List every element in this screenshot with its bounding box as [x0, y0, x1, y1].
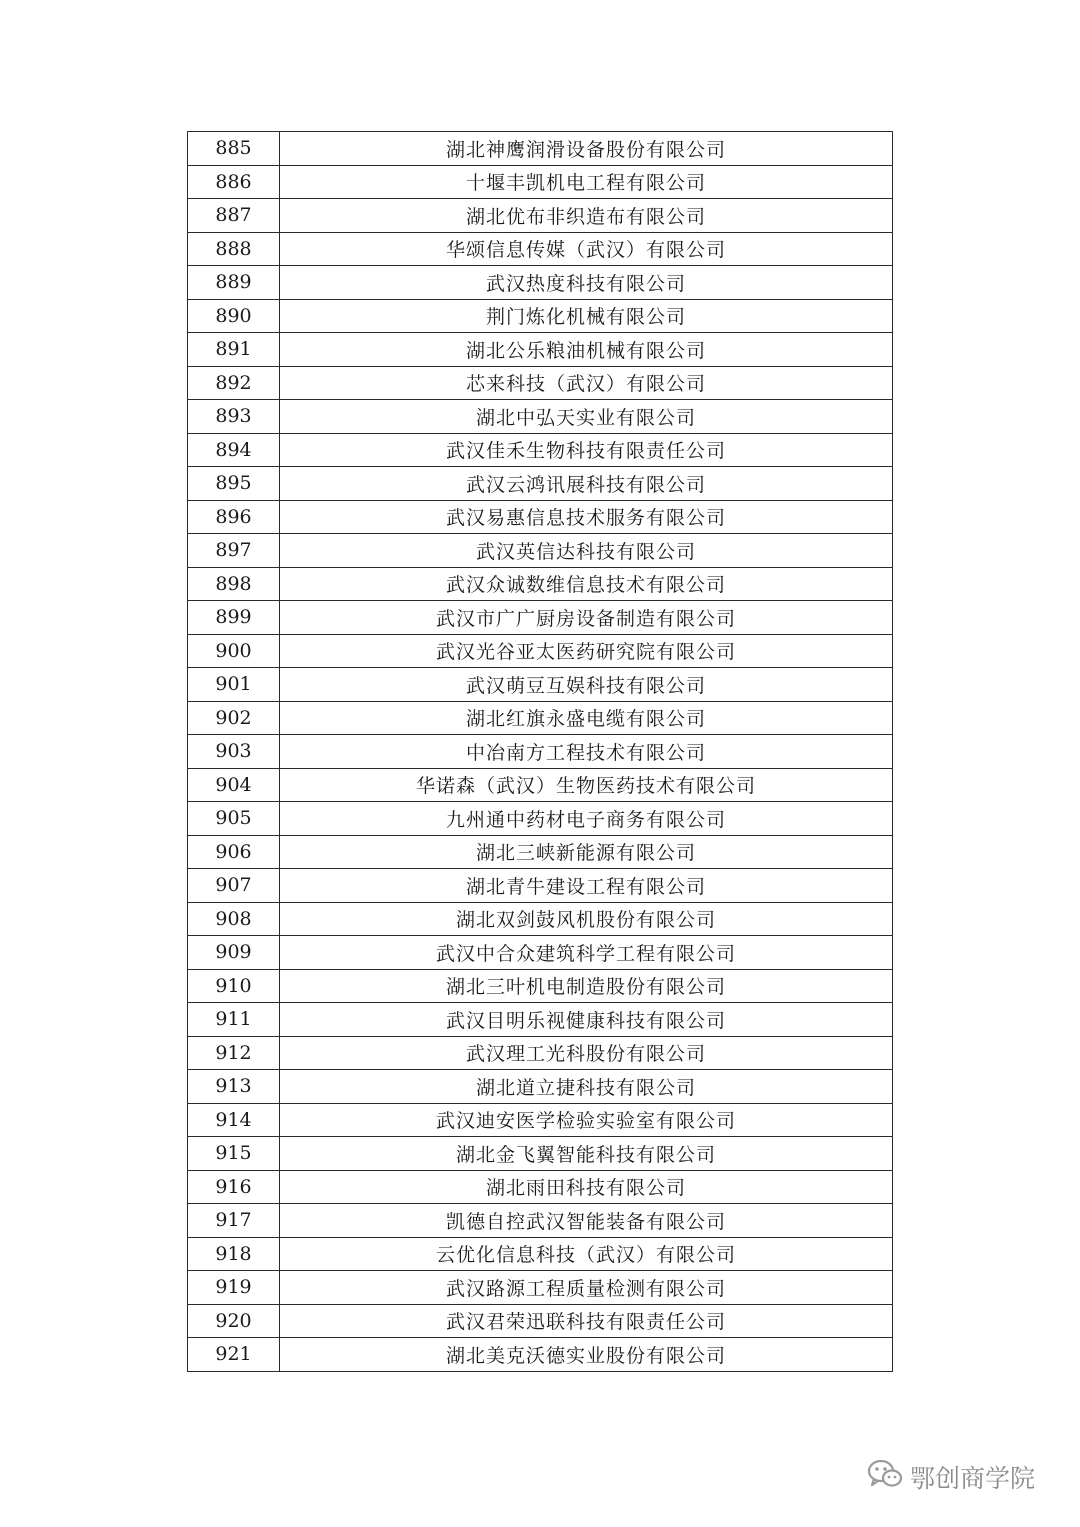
row-number: 890 [188, 299, 280, 333]
company-name: 武汉萌豆互娱科技有限公司 [280, 668, 893, 702]
row-number: 908 [188, 902, 280, 936]
table-row [188, 500, 893, 534]
company-name: 武汉理工光科股份有限公司 [280, 1036, 893, 1070]
watermark [866, 1458, 1035, 1496]
company-name: 湖北双剑鼓风机股份有限公司 [280, 902, 893, 936]
row-number: 914 [188, 1103, 280, 1137]
table-row [188, 835, 893, 869]
row-number: 903 [188, 735, 280, 769]
company-name: 武汉云鸿讯展科技有限公司 [280, 467, 893, 501]
table-row [188, 668, 893, 702]
table-row [188, 634, 893, 668]
table-row [188, 534, 893, 568]
company-name: 湖北公乐粮油机械有限公司 [280, 333, 893, 367]
table-row [188, 333, 893, 367]
row-number: 901 [188, 668, 280, 702]
row-number: 906 [188, 835, 280, 869]
row-number: 896 [188, 500, 280, 534]
company-name: 武汉君荣迅联科技有限责任公司 [280, 1304, 893, 1338]
company-name: 中冶南方工程技术有限公司 [280, 735, 893, 769]
row-number: 921 [188, 1338, 280, 1372]
row-number: 892 [188, 366, 280, 400]
table-row [188, 601, 893, 635]
company-name: 芯来科技（武汉）有限公司 [280, 366, 893, 400]
table-row [188, 1003, 893, 1037]
table-row [188, 199, 893, 233]
company-name: 武汉市广广厨房设备制造有限公司 [280, 601, 893, 635]
table-row [188, 299, 893, 333]
company-name: 湖北青牛建设工程有限公司 [280, 869, 893, 903]
company-name: 武汉路源工程质量检测有限公司 [280, 1271, 893, 1305]
table-row [188, 1304, 893, 1338]
table-row [188, 768, 893, 802]
company-name: 武汉目明乐视健康科技有限公司 [280, 1003, 893, 1037]
company-name: 华诺森（武汉）生物医药技术有限公司 [280, 768, 893, 802]
table-row [188, 1271, 893, 1305]
table-row [188, 1170, 893, 1204]
row-number: 897 [188, 534, 280, 568]
table-row [188, 1036, 893, 1070]
row-number: 904 [188, 768, 280, 802]
row-number: 886 [188, 165, 280, 199]
company-name: 武汉光谷亚太医药研究院有限公司 [280, 634, 893, 668]
table-row [188, 266, 893, 300]
row-number: 899 [188, 601, 280, 635]
table-row [188, 467, 893, 501]
row-number: 885 [188, 132, 280, 166]
table-row [188, 1103, 893, 1137]
row-number: 905 [188, 802, 280, 836]
table-row [188, 701, 893, 735]
row-number: 894 [188, 433, 280, 467]
company-name: 湖北中弘天实业有限公司 [280, 400, 893, 434]
table-row [188, 1204, 893, 1238]
company-name: 湖北红旗永盛电缆有限公司 [280, 701, 893, 735]
row-number: 902 [188, 701, 280, 735]
company-name: 华颂信息传媒（武汉）有限公司 [280, 232, 893, 266]
company-name: 十堰丰凯机电工程有限公司 [280, 165, 893, 199]
table-row [188, 869, 893, 903]
company-name: 湖北雨田科技有限公司 [280, 1170, 893, 1204]
company-list-table [187, 131, 893, 1372]
table-row [188, 132, 893, 166]
table-row [188, 232, 893, 266]
row-number: 920 [188, 1304, 280, 1338]
row-number: 909 [188, 936, 280, 970]
table-row [188, 1137, 893, 1171]
company-name: 武汉热度科技有限公司 [280, 266, 893, 300]
company-name: 湖北道立捷科技有限公司 [280, 1070, 893, 1104]
row-number: 913 [188, 1070, 280, 1104]
company-name: 湖北三峡新能源有限公司 [280, 835, 893, 869]
company-name: 湖北美克沃德实业股份有限公司 [280, 1338, 893, 1372]
table-row [188, 1338, 893, 1372]
row-number: 888 [188, 232, 280, 266]
table-row [188, 433, 893, 467]
row-number: 907 [188, 869, 280, 903]
company-name: 武汉迪安医学检验实验室有限公司 [280, 1103, 893, 1137]
row-number: 893 [188, 400, 280, 434]
row-number: 895 [188, 467, 280, 501]
company-name: 湖北金飞翼智能科技有限公司 [280, 1137, 893, 1171]
company-name: 武汉佳禾生物科技有限责任公司 [280, 433, 893, 467]
row-number: 915 [188, 1137, 280, 1171]
row-number: 889 [188, 266, 280, 300]
table-row [188, 969, 893, 1003]
company-name: 武汉英信达科技有限公司 [280, 534, 893, 568]
row-number: 912 [188, 1036, 280, 1070]
table-body [188, 132, 893, 1372]
table-row [188, 735, 893, 769]
table-row [188, 802, 893, 836]
company-name: 荆门炼化机械有限公司 [280, 299, 893, 333]
table-row [188, 1070, 893, 1104]
company-name: 湖北三叶机电制造股份有限公司 [280, 969, 893, 1003]
company-name: 云优化信息科技（武汉）有限公司 [280, 1237, 893, 1271]
company-name: 湖北神鹰润滑设备股份有限公司 [280, 132, 893, 166]
row-number: 918 [188, 1237, 280, 1271]
table-row [188, 165, 893, 199]
wechat-icon [866, 1458, 904, 1496]
company-name: 湖北优布非织造布有限公司 [280, 199, 893, 233]
company-name: 武汉众诚数维信息技术有限公司 [280, 567, 893, 601]
company-name: 武汉易惠信息技术服务有限公司 [280, 500, 893, 534]
row-number: 916 [188, 1170, 280, 1204]
table-row [188, 936, 893, 970]
table-row [188, 902, 893, 936]
row-number: 900 [188, 634, 280, 668]
table-row [188, 400, 893, 434]
table-row [188, 567, 893, 601]
table-row [188, 1237, 893, 1271]
watermark-text: 鄂创商学院 [910, 1464, 1036, 1493]
row-number: 891 [188, 333, 280, 367]
row-number: 887 [188, 199, 280, 233]
company-name: 凯德自控武汉智能装备有限公司 [280, 1204, 893, 1238]
row-number: 919 [188, 1271, 280, 1305]
row-number: 911 [188, 1003, 280, 1037]
company-name: 九州通中药材电子商务有限公司 [280, 802, 893, 836]
row-number: 910 [188, 969, 280, 1003]
row-number: 917 [188, 1204, 280, 1238]
company-name: 武汉中合众建筑科学工程有限公司 [280, 936, 893, 970]
table-row [188, 366, 893, 400]
row-number: 898 [188, 567, 280, 601]
